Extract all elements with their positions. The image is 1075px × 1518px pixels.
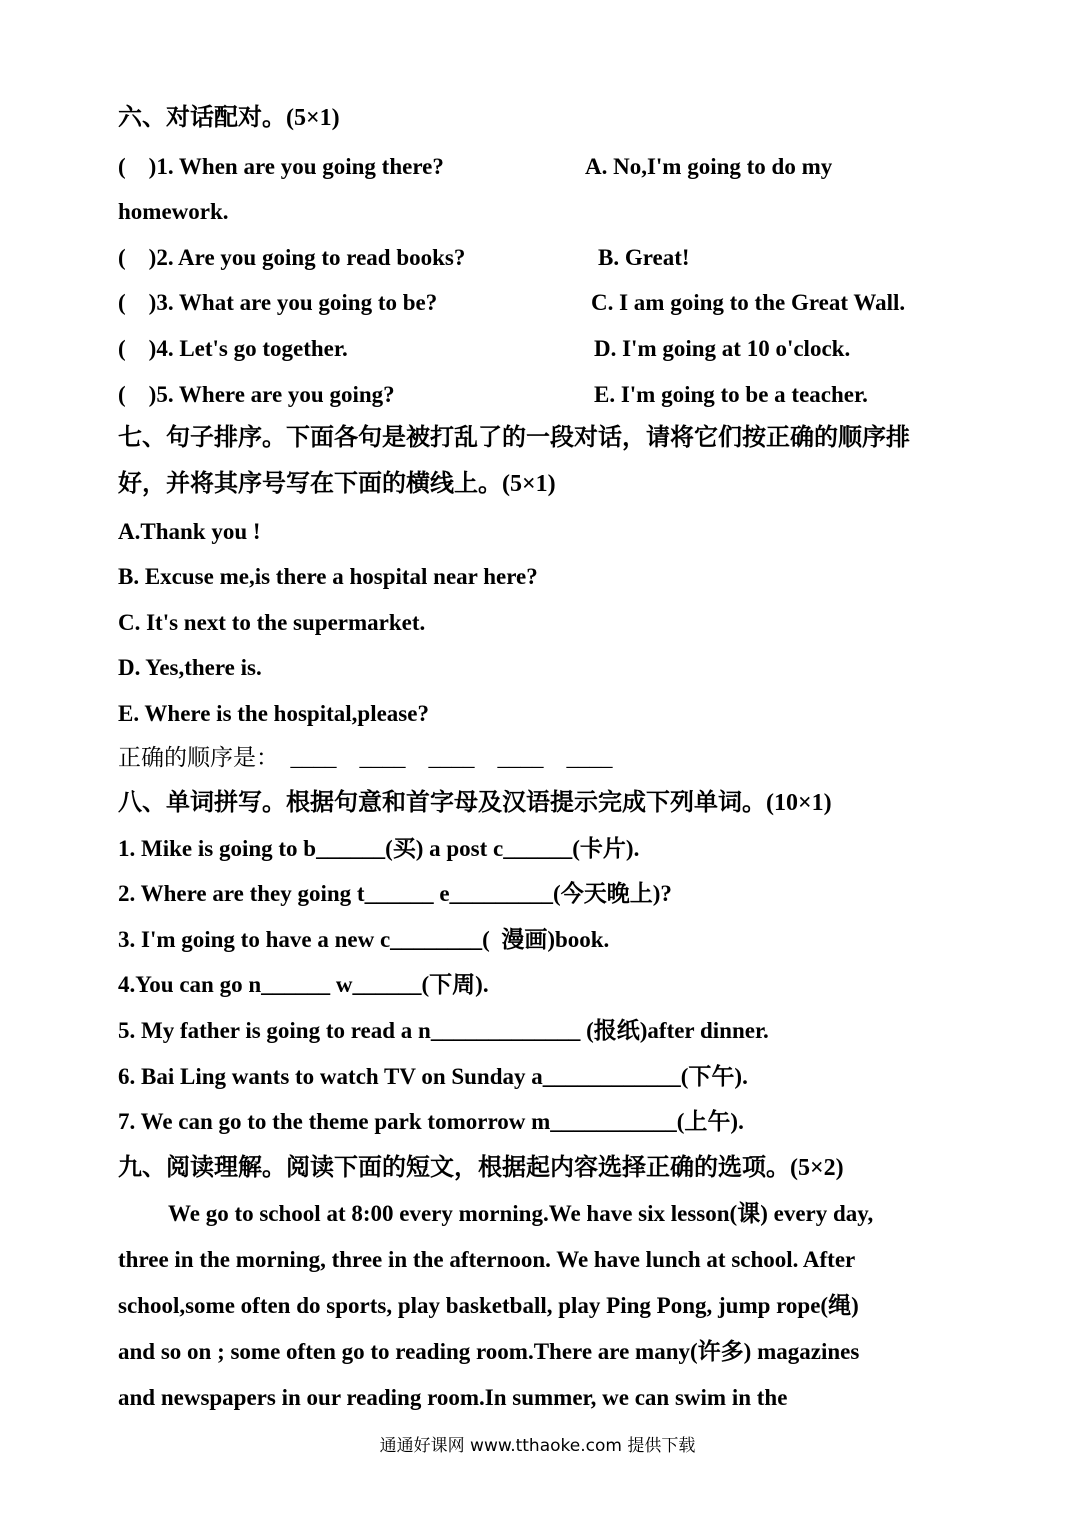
section8-item-2: 2. Where are they going t______ e_________(今天晚上)? [118, 881, 672, 906]
section8-item-4: 4.You can go n______ w______(下周). [118, 972, 489, 997]
section6-question-5: ( )5. Where are you going? [118, 382, 395, 407]
section9-heading: 九、阅读理解。阅读下面的短文，根据起内容选择正确的选项。(5×2) [118, 1155, 844, 1181]
section7-answer-line: 正确的顺序是： ____ ____ ____ ____ ____ [118, 745, 613, 770]
section8-item-7: 7. We can go to the theme park tomorrow m___________(上午). [118, 1109, 744, 1134]
section8-item-5: 5. My father is going to read a n_____________ (报纸)after dinner. [118, 1018, 769, 1043]
passage-line-5: and newspapers in our reading room.In summer, we can swim in the [118, 1385, 788, 1410]
passage-line-2: three in the morning, three in the afternoon. We have lunch at school. After [118, 1247, 856, 1272]
passage-line-3: school,some often do sports, play basketball, play Ping Pong, jump rope(绳) [118, 1293, 859, 1318]
section6-question-3: ( )3. What are you going to be? [118, 290, 438, 315]
section8-heading: 八、单词拼写。根据句意和首字母及汉语提示完成下列单词。(10×1) [118, 790, 832, 816]
section6-answer-c: C. I am going to the Great Wall. [591, 290, 906, 315]
section6-question-2: ( )2. Are you going to read books? [118, 245, 466, 270]
section6-answer-b: B. Great! [598, 245, 690, 270]
passage-line-4: and so on ; some often go to reading room.There are many(许多) magazines [118, 1339, 860, 1364]
page-footer: 通通好课网 www.tthaoke.com 提供下载 [379, 1436, 696, 1456]
section6-answer-e: E. I'm going to be a teacher. [594, 382, 868, 407]
section6-question-4: ( )4. Let's go together. [118, 336, 348, 361]
section7-sentence-b: B. Excuse me,is there a hospital near here? [118, 564, 538, 589]
section7-sentence-c: C. It's next to the supermarket. [118, 610, 426, 635]
section6-answer-d: D. I'm going at 10 o'clock. [594, 336, 851, 361]
section6-heading: 六、对话配对。(5×1) [118, 105, 340, 131]
section7-sentence-a: A.Thank you ! [118, 519, 261, 544]
section6-answer-a-wrap: homework. [118, 199, 229, 224]
section8-item-3: 3. I'm going to have a new c________( 漫画)book. [118, 927, 610, 952]
section8-item-1: 1. Mike is going to b______(买) a post c______(卡片). [118, 836, 640, 861]
section7-heading-line2: 好，并将其序号写在下面的横线上。(5×1) [118, 471, 556, 497]
section6-question-1: ( )1. When are you going there? [118, 154, 444, 179]
section7-sentence-d: D. Yes,there is. [118, 655, 262, 680]
section8-item-6: 6. Bai Ling wants to watch TV on Sunday a____________(下午). [118, 1064, 748, 1089]
section7-sentence-e: E. Where is the hospital,please? [118, 701, 429, 726]
section6-answer-a: A. No,I'm going to do my [585, 154, 833, 179]
passage-line-1: We go to school at 8:00 every morning.We have six lesson(课) every day, [168, 1201, 874, 1226]
reading-passage [118, 1199, 948, 1429]
section7-heading-line1: 七、句子排序。下面各句是被打乱了的一段对话，请将它们按正确的顺序排 [118, 425, 910, 451]
